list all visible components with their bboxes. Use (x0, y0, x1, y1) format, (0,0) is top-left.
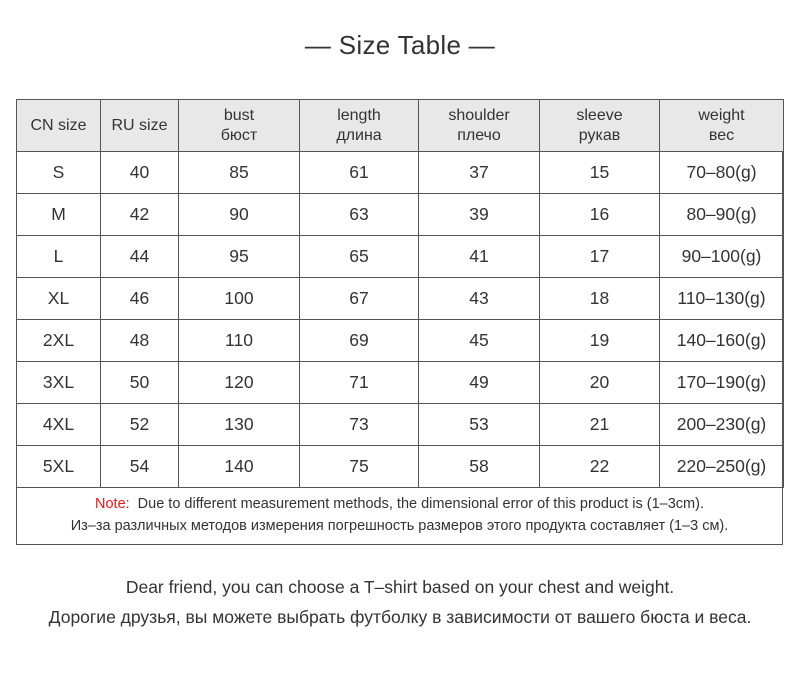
cell-sleeve: 15 (540, 152, 660, 194)
column-header-ru-size: RU size (101, 100, 179, 152)
cell-length: 63 (300, 194, 419, 236)
cell-cn-size: 3XL (17, 362, 101, 404)
cell-bust: 120 (179, 362, 300, 404)
cell-length: 65 (300, 236, 419, 278)
cell-cn-size: L (17, 236, 101, 278)
cell-ru-size: 50 (101, 362, 179, 404)
table-header-row (17, 100, 784, 152)
cell-weight: 200–230(g) (660, 404, 784, 446)
cell-cn-size: 5XL (17, 446, 101, 488)
cell-bust: 110 (179, 320, 300, 362)
note-label: Note: (95, 496, 130, 512)
cell-ru-size: 48 (101, 320, 179, 362)
column-header-shoulder: shoulder плечо (419, 100, 540, 152)
table-row (17, 320, 784, 362)
cell-length: 71 (300, 362, 419, 404)
cell-length: 75 (300, 446, 419, 488)
table-row (17, 446, 784, 488)
cell-weight: 220–250(g) (660, 446, 784, 488)
cell-shoulder: 43 (419, 278, 540, 320)
cell-shoulder: 49 (419, 362, 540, 404)
cell-bust: 95 (179, 236, 300, 278)
cell-length: 61 (300, 152, 419, 194)
cell-weight: 70–80(g) (660, 152, 784, 194)
note-line-en (16, 493, 783, 515)
note-text-en: Due to different measurement methods, the dimensional error of this product is (1–3cm). (137, 496, 704, 512)
column-header-weight: weight вес (660, 100, 784, 152)
cell-shoulder: 53 (419, 404, 540, 446)
cell-cn-size: 2XL (17, 320, 101, 362)
cell-shoulder: 58 (419, 446, 540, 488)
cell-weight: 110–130(g) (660, 278, 784, 320)
cell-ru-size: 52 (101, 404, 179, 446)
cell-sleeve: 22 (540, 446, 660, 488)
table-row (17, 404, 784, 446)
cell-bust: 130 (179, 404, 300, 446)
cell-shoulder: 37 (419, 152, 540, 194)
table-row (17, 236, 784, 278)
cell-sleeve: 20 (540, 362, 660, 404)
table-row (17, 278, 784, 320)
footer-line-en: Dear friend, you can choose a T–shirt based on your chest and weight. (125, 577, 675, 597)
cell-ru-size: 42 (101, 194, 179, 236)
measurement-note (16, 486, 783, 545)
page-title: — Size Table — (304, 30, 496, 60)
cell-sleeve: 16 (540, 194, 660, 236)
cell-cn-size: XL (17, 278, 101, 320)
column-header-length: length длина (300, 100, 419, 152)
cell-cn-size: 4XL (17, 404, 101, 446)
note-text-ru: Из–за различных методов измерения погрешность размеров этого продукта составляет (1–3 см). (70, 518, 729, 534)
cell-ru-size: 40 (101, 152, 179, 194)
cell-weight: 140–160(g) (660, 320, 784, 362)
cell-weight: 90–100(g) (660, 236, 784, 278)
table-row (17, 362, 784, 404)
table-row (17, 194, 784, 236)
cell-cn-size: S (17, 152, 101, 194)
cell-ru-size: 44 (101, 236, 179, 278)
cell-bust: 90 (179, 194, 300, 236)
cell-ru-size: 46 (101, 278, 179, 320)
column-header-bust: bust бюст (179, 100, 300, 152)
cell-weight: 80–90(g) (660, 194, 784, 236)
cell-bust: 140 (179, 446, 300, 488)
cell-shoulder: 39 (419, 194, 540, 236)
cell-length: 73 (300, 404, 419, 446)
cell-ru-size: 54 (101, 446, 179, 488)
size-table (16, 99, 784, 488)
cell-bust: 85 (179, 152, 300, 194)
cell-sleeve: 18 (540, 278, 660, 320)
cell-sleeve: 17 (540, 236, 660, 278)
column-header-cn-size: CN size (17, 100, 101, 152)
cell-sleeve: 19 (540, 320, 660, 362)
cell-sleeve: 21 (540, 404, 660, 446)
cell-shoulder: 41 (419, 236, 540, 278)
footer-line-ru: Дорогие друзья, вы можете выбрать футболку в зависимости от вашего бюста и веса. (48, 607, 752, 627)
table-row (17, 152, 784, 194)
cell-length: 69 (300, 320, 419, 362)
cell-weight: 170–190(g) (660, 362, 784, 404)
cell-length: 67 (300, 278, 419, 320)
cell-bust: 100 (179, 278, 300, 320)
cell-cn-size: M (17, 194, 101, 236)
column-header-sleeve: sleeve рукав (540, 100, 660, 152)
cell-shoulder: 45 (419, 320, 540, 362)
